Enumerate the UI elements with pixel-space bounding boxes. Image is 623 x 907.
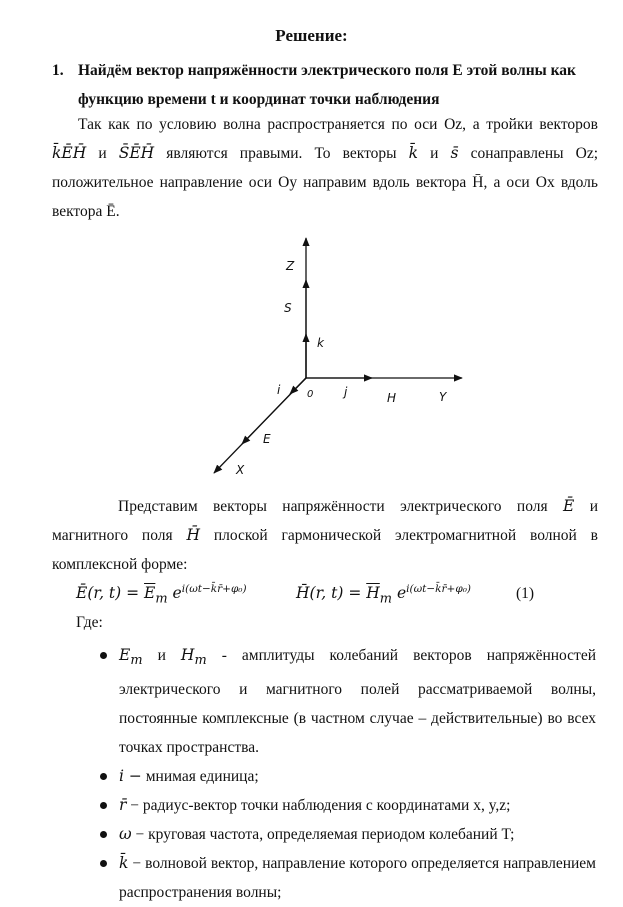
list-item: ω − круговая частота, определяемая периодом колебаний T; [76, 820, 596, 849]
complex-text-2: и магнитного поля [52, 498, 599, 544]
equation-e: Ē(r, $t) = \overline{E}_m$ $e^{i(\omega t-k̄r̄+\varphi_0)}$ [76, 583, 247, 607]
section-heading [52, 56, 600, 114]
bullet-icon [100, 802, 107, 809]
bullet-icon [100, 652, 107, 659]
bullet-icon [100, 860, 107, 867]
definitions-list [76, 641, 596, 907]
equation-number: (1) [516, 585, 535, 602]
list-item: r̄ − радиус-вектор точки наблюдения с координатами x, y,z; [76, 791, 596, 820]
section-number: 1. [52, 62, 64, 79]
bullet-icon [100, 831, 107, 838]
bullet-icon [100, 773, 107, 780]
vector-s: s̄ [450, 144, 459, 162]
vector-k: k̄ [408, 144, 419, 162]
triple-SEH: S̄ĒH̄ [118, 144, 155, 162]
label-s: S [284, 301, 292, 315]
label-k: k [317, 336, 324, 350]
intro-text-1: Так как по условию волна распространяется по оси Oz, а тройки векторов [78, 116, 598, 133]
complex-text-1: Представим векторы напряжённости электрического поля [118, 498, 564, 515]
page-title: Решение: [275, 26, 348, 45]
label-i: i [277, 383, 281, 397]
intro-text-3: являются правыми. То векторы [154, 145, 409, 162]
i-vector [290, 378, 306, 394]
label-y: Y [439, 390, 447, 404]
label-j: j [344, 385, 348, 399]
equation-h: H̄(r, $t) = \overline{H}_m$ $e^{i(\omega t-k̄r̄+\varphi_0)}$ [296, 583, 472, 607]
where-label: Где: [76, 614, 103, 631]
intro-text-2: и [86, 145, 119, 162]
section-heading-text: Найдём вектор напряжённости электрического поля E этой волны как функцию времени t и координат точки наблюдения [78, 62, 576, 108]
label-z: Z [286, 259, 295, 273]
label-origin: 0 [307, 389, 314, 400]
list-item: k̄ − волновой вектор, направление которого определяется направлением распространения волны; [76, 849, 596, 907]
label-h: H [387, 391, 397, 405]
complex-text-3: плоской гармонической электромагнитной волной в комплексной форме: [52, 527, 598, 573]
vector-H: H̄ [186, 526, 201, 544]
intro-paragraph [52, 110, 598, 226]
intro-text-5: сонаправлены Oz; положительное направление оси Oy направим вдоль вектора H̄, а оси Ox вдоль вектора Ē. [52, 145, 599, 220]
complex-form-paragraph [52, 492, 598, 579]
list-item: i − мнимая единица; [76, 762, 596, 791]
list-item: $E_m$ и $H_m$ - амплитуды колебаний векторов напряжённостей электрического и магнитного полей рассматриваемой волны, постоянные комплексные (в частном случае – действительные) во всех точках пространства. [76, 641, 596, 762]
label-x: X [236, 463, 245, 477]
equation-1 [76, 583, 596, 611]
triple-kEH: k̄ĒH̄ [52, 144, 87, 162]
label-e: E [263, 432, 271, 446]
intro-text-4: и [418, 145, 451, 162]
vector-E: Ē [563, 497, 575, 515]
axes-diagram [200, 232, 470, 482]
